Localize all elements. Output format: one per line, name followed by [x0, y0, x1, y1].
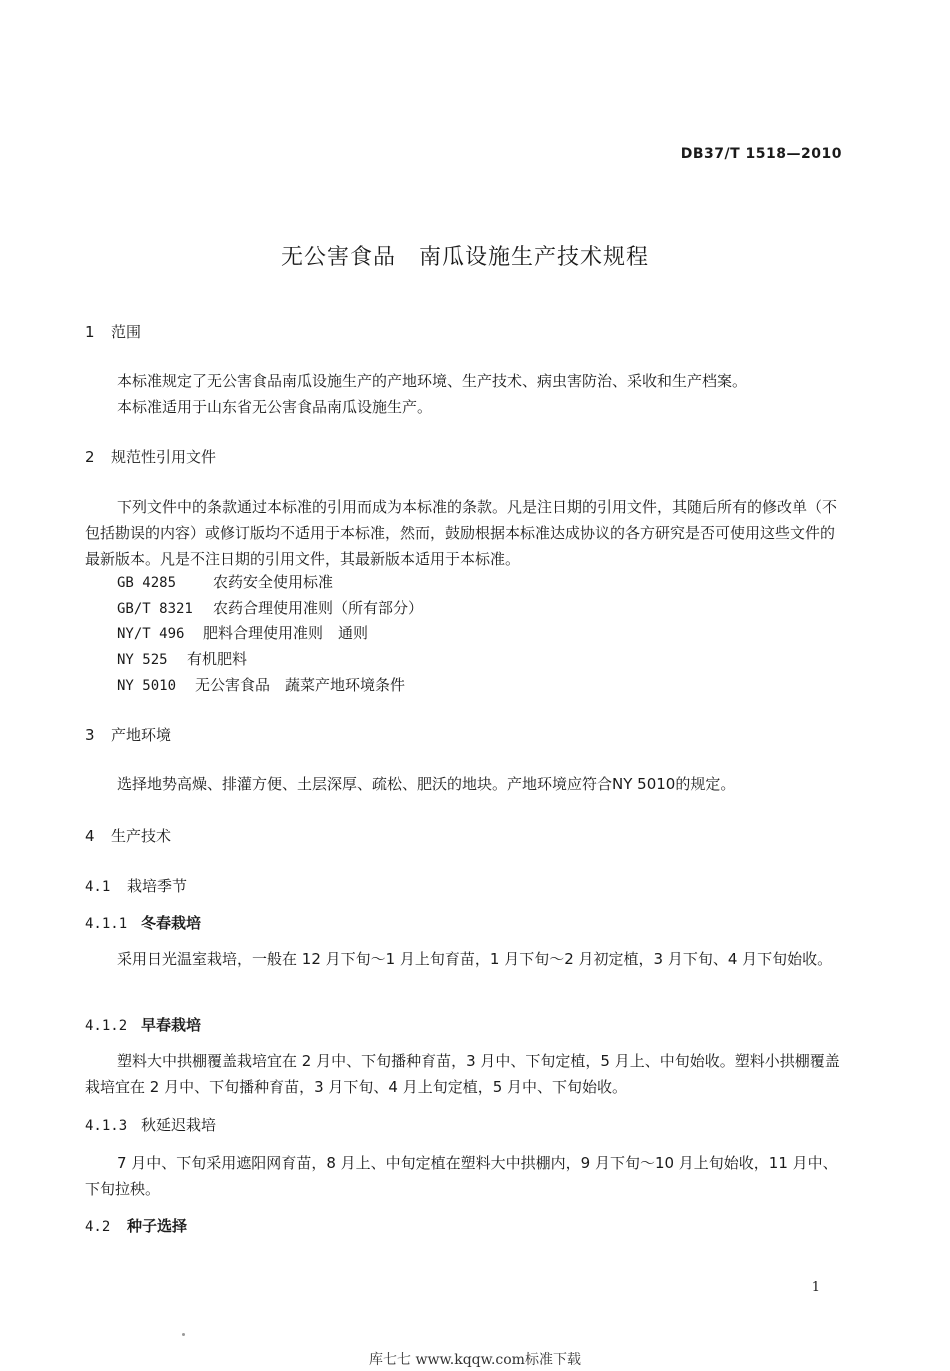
section-2-heading [85, 446, 216, 467]
section-1-heading [85, 321, 141, 342]
section-number: 4.1.3 [85, 1118, 128, 1134]
section-number: 4.1 [85, 879, 111, 895]
section-number: 3 [85, 726, 95, 744]
scan-speck [182, 1333, 185, 1336]
section-4-1-heading [85, 875, 187, 896]
reference-title: 无公害食品 蔬菜产地环境条件 [195, 676, 406, 694]
section-4-1-2-heading [85, 1014, 201, 1035]
section-title: 早春栽培 [141, 1016, 202, 1034]
section-title: 秋延迟栽培 [141, 1116, 217, 1134]
section-title: 范围 [111, 323, 142, 341]
section-4-1-1-body [85, 946, 845, 972]
paragraph: 塑料大中拱棚覆盖栽培宜在 2 月中、下旬播种育苗，3 月中、下旬定植，5 月上、中旬始收。塑料小拱棚覆盖栽培宜在 2 月中、下旬播种育苗，3 月下旬、4 月上旬定植，5 月中、下旬始收。 [85, 1052, 840, 1096]
reference-code: GB/T 8321 [117, 601, 193, 617]
section-4-1-1-heading [85, 912, 201, 933]
paragraph: 选择地势高燥、排灌方便、土层深厚、疏松、肥沃的地块。产地环境应符合NY 5010的规定。 [117, 775, 736, 793]
section-title: 栽培季节 [127, 877, 188, 895]
section-3-body [85, 771, 845, 797]
paragraph: 7 月中、下旬采用遮阳网育苗，8 月上、中旬定植在塑料大中拱棚内，9 月下旬～10 月上旬始收，11 月中、下旬拉秧。 [85, 1154, 838, 1198]
section-number: 2 [85, 448, 95, 466]
footer-watermark: 库七七 www.kqqw.com标准下载 [369, 1352, 581, 1368]
reference-code: NY 525 [117, 652, 168, 668]
reference-code: NY/T 496 [117, 626, 185, 642]
section-3-heading [85, 724, 171, 745]
section-4-1-3-heading [85, 1114, 216, 1135]
reference-title: 有机肥料 [187, 650, 248, 668]
section-4-1-2-body [85, 1048, 845, 1100]
section-title: 产地环境 [111, 726, 172, 744]
section-1-body [85, 368, 845, 420]
reference-code: GB 4285 [117, 575, 177, 591]
section-title: 冬春栽培 [141, 914, 202, 932]
section-number: 4 [85, 827, 95, 845]
section-2-intro [85, 494, 845, 572]
reference-title: 农药合理使用准则（所有部分） [213, 599, 424, 617]
paragraph: 采用日光温室栽培，一般在 12 月下旬～1 月上旬育苗，1 月下旬～2 月初定植，3 月下旬、4 月下旬始收。 [117, 950, 833, 968]
section-title: 生产技术 [111, 827, 172, 845]
document-title: 无公害食品 南瓜设施生产技术规程 [280, 245, 649, 270]
section-number: 4.1.2 [85, 1018, 128, 1034]
section-4-2-heading [85, 1215, 187, 1236]
paragraph: 下列文件中的条款通过本标准的引用而成为本标准的条款。凡是注日期的引用文件，其随后所有的修改单（不包括勘误的内容）或修订版均不适用于本标准，然而，鼓励根据本标准达成协议的各方研究是否可使用这些文件的最新版本。凡是不注日期的引用文件，其最新版本适用于本标准。 [85, 498, 838, 568]
paragraph: 本标准规定了无公害食品南瓜设施生产的产地环境、生产技术、病虫害防治、采收和生产档案。 [117, 372, 748, 390]
reference-item [117, 674, 405, 695]
section-title: 规范性引用文件 [111, 448, 217, 466]
standard-number: DB37/T 1518—2010 [680, 146, 842, 162]
section-4-1-3-body [85, 1150, 845, 1202]
reference-item [117, 648, 247, 669]
reference-item [117, 622, 368, 643]
reference-code: NY 5010 [117, 678, 177, 694]
paragraph: 本标准适用于山东省无公害食品南瓜设施生产。 [117, 398, 433, 416]
section-4-heading [85, 825, 171, 846]
reference-item [117, 571, 333, 592]
reference-item [117, 597, 423, 618]
section-number: 4.2 [85, 1219, 111, 1235]
reference-title: 肥料合理使用准则 通则 [203, 624, 369, 642]
reference-title: 农药安全使用标准 [213, 573, 334, 591]
section-number: 1 [85, 323, 95, 341]
section-number: 4.1.1 [85, 916, 128, 932]
section-title: 种子选择 [127, 1217, 188, 1235]
page-number: 1 [811, 1280, 820, 1295]
